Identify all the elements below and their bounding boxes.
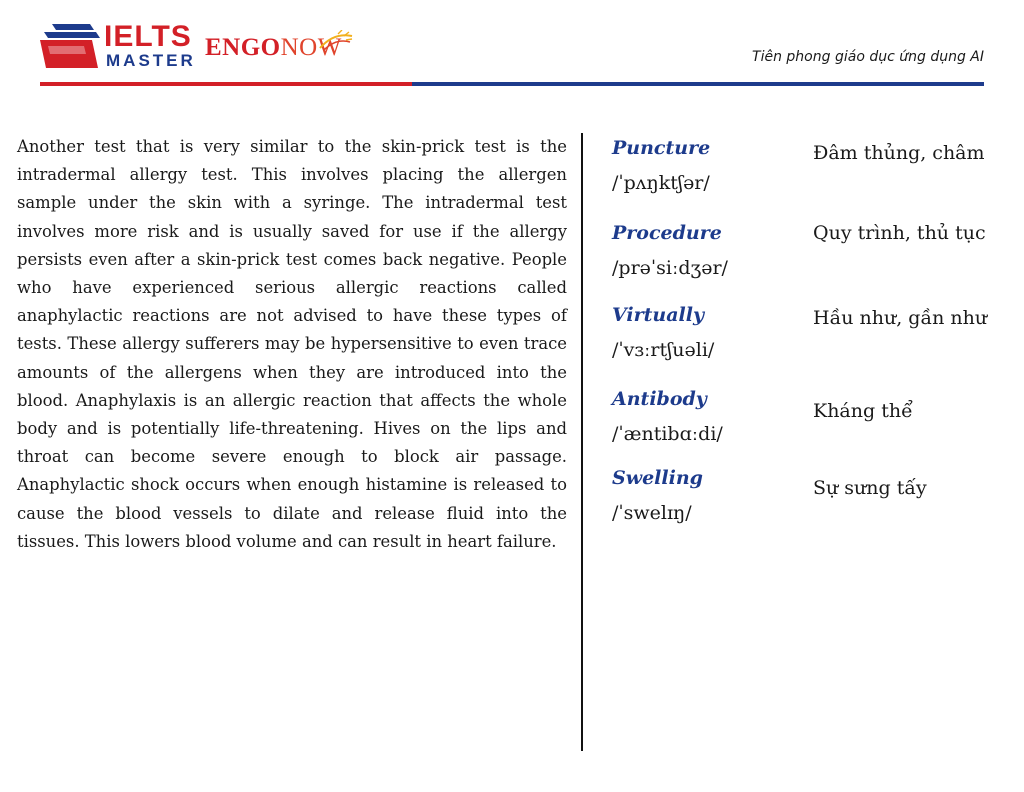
vocab-word: Antibody [612, 388, 707, 410]
page-header [0, 0, 1024, 90]
logo-engo-text: ENGO [205, 34, 281, 61]
column-divider [581, 133, 583, 751]
vocab-meaning: Hầu như, gần như [813, 307, 988, 329]
reading-passage: Another test that is very similar to the skin-prick test is the intradermal allergy test. This involves placing the allergen sample under the skin with a syringe. The intradermal test involves more risk and is usually saved for use if the allergy persists even after a skin-prick test comes back negative. People who have experienced serious allergic reactions called anaphylactic reactions are not advised to have these types of tests. These allergy sufferers may be hypersensitive to even trace amounts of the allergens when they are introduced into the blood. Anaphylaxis is an allergic reaction that affects the whole body and is potentially life-threatening. Hives on the lips and throat can become severe enough to block air passage. Anaphylactic shock occurs when enough histamine is released to cause the blood vessels to dilate and release fluid into the tissues. This lowers blood volume and can result in heart failure. [17, 137, 567, 551]
vocab-ipa: /prəˈsiːdʒər/ [612, 257, 728, 279]
logo-now-text: NOW [280, 34, 342, 61]
vocab-word: Procedure [612, 222, 722, 244]
header-tagline: Tiên phong giáo dục ứng dụng AI [752, 49, 984, 65]
vocab-word: Virtually [612, 304, 705, 326]
ielts-book-logo-icon [38, 22, 100, 70]
engonow-swoosh-icon [318, 30, 354, 52]
logo-ielts-text: IELTS [104, 20, 192, 53]
vocab-word: Puncture [612, 137, 711, 159]
vocab-ipa: /ˈvɜːrtʃuəli/ [612, 339, 715, 361]
header-divider-red [40, 82, 412, 86]
vocab-ipa: /ˈswelɪŋ/ [612, 502, 692, 524]
vocab-meaning: Quy trình, thủ tục [813, 222, 986, 244]
vocab-word: Swelling [612, 467, 703, 489]
vocab-ipa: /ˈæntibɑːdi/ [612, 423, 723, 445]
vocab-meaning: Đâm thủng, châm [813, 142, 985, 164]
vocab-meaning: Sự sưng tấy [813, 477, 927, 499]
header-divider-blue [412, 82, 984, 86]
logo-master-text: MASTER [106, 51, 196, 70]
vocab-ipa: /ˈpʌŋktʃər/ [612, 172, 710, 194]
vocab-meaning: Kháng thể [813, 400, 913, 422]
